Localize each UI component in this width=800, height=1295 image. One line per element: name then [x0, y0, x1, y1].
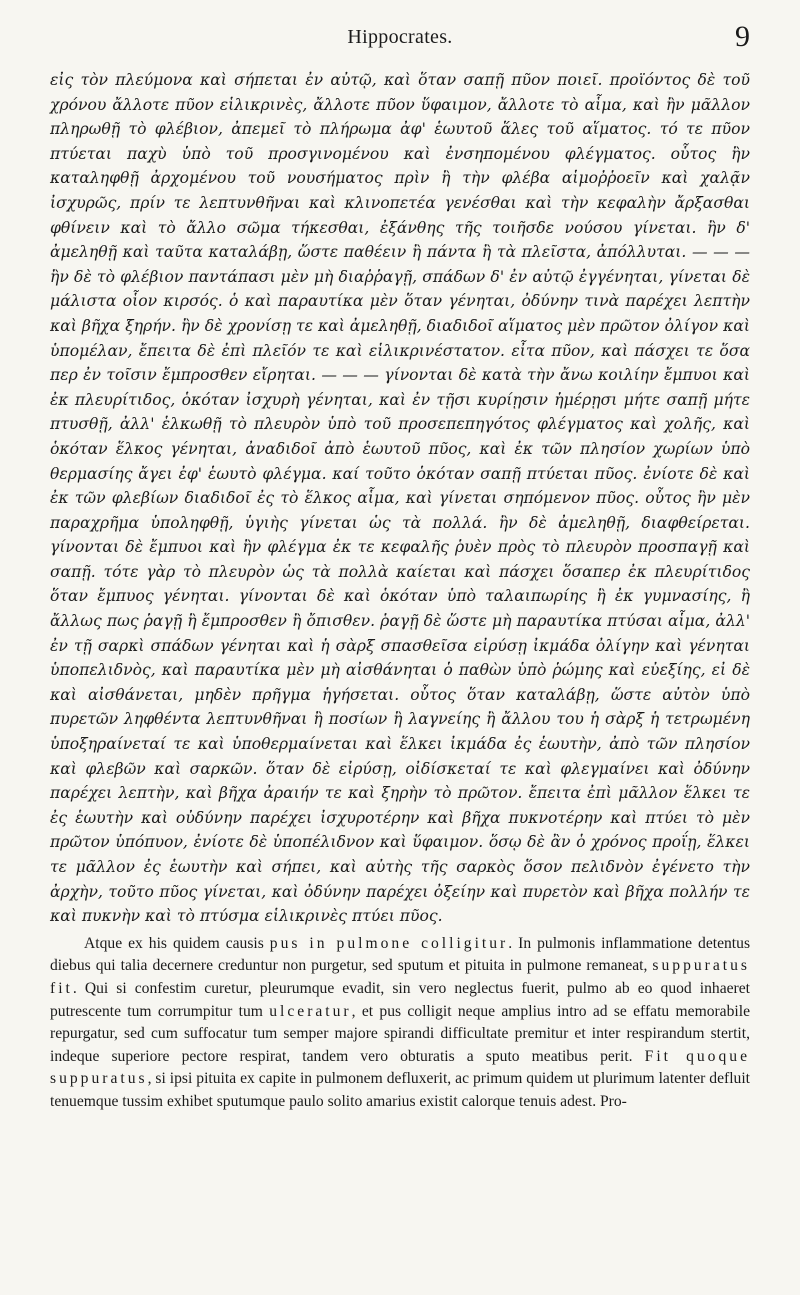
latin-emphasis: suppuratus fit: [50, 957, 750, 997]
latin-emphasis: Fit quoque suppuratus: [50, 1047, 750, 1088]
latin-segment: . Qui si confestim curetur, pleurumque evadit, sin vero neglectus fuerit, pulmo ab eo quod inhaeret putrescente tum corrumpitur tum: [50, 979, 750, 1020]
running-head: [50, 20, 750, 68]
latin-text: [50, 933, 750, 1114]
latin-segment: , si ipsi pituita ex capite in pulmonem defluxerit, ac primum quidem ut plurimum latenter defluit tenuemque tussim exhibet sputumque paulo solito amarius existit calorque tenuis adest. Pro-: [50, 1070, 750, 1110]
greek-text: εἰς τὸν πλεύμονα καὶ σήπεται ἐν αὐτῷ, καὶ ὅταν σαπῇ πῦον ποιεῖ. προϊόντος δὲ τοῦ χρόνου ἄλλοτε πῦον εἱλικρινὲς, ἄλλοτε πῦον ὕφαιμον, ἄλλοτε τὸ αἷμα, καὶ ἢν μᾶλλον πληρωθῇ τὸ φλέβιον, ἀπεμεῖ τὸ πλήρωμα ἀφ' ἑωυτοῦ ἅλες τοῦ αἵματος. τό τε πῦον πτύεται παχὺ ὑπὸ τοῦ προσγινομένου καὶ ἐνσηπομένου φλέγματος. οὗτος ἢν καταληφθῇ ἀρχομένου τοῦ νουσήματος πρὶν ἢ τὴν φλέβα αἱμοῤῥοεῖν καὶ χαλᾷν ἰσχυρῶς, πρίν τε λεπτυνθῆναι καὶ κλινοπετέα γενέσθαι καὶ τὴν κεφαλὴν ἄρξασθαι φθίνειν καὶ τὸ ἄλλο σῶμα τήκεσθαι, ἐξάνθης τῆς τοιῆσδε νούσου γίνεται. ἢν δ' ἀμεληθῇ καὶ ταῦτα καταλάβῃ, ὥστε παθέειν ἢ πάντα ἢ τὰ πλεῖστα, ἀπόλλυται. — — — ἢν δὲ τὸ φλέβιον παντάπασι μὲν μὴ διαῤῥαγῇ, σπάδων δ' ἐν αὐτῷ ἐγγένηται, γίνεται δὲ μάλιστα οἷον κιρσός. ὁ καὶ παραυτίκα μὲν ὅταν γένηται, ὀδύνην τινὰ παρέχει λεπτὴν καὶ βῆχα ξηρήν. ἢν δὲ χρονίσῃ τε καὶ ἀμεληθῇ, διαδιδοῖ αἵματος μὲν πρῶτον ὀλίγον καὶ ὑπομέλαν, ἔπειτα δὲ ἐπὶ πλεῖόν τε καὶ εἱλικρινέστατον. εἶτα πῦον, καὶ πάσχει τε ὅσα περ ἐν τοῖσιν ἔμπροσθεν εἴρηται. — — — γίνονται δὲ κατὰ τὴν ἄνω κοιλίην ἔμπυοι καὶ ἐκ πλευρίτιδος, ὁκόταν ἰσχυρὴ γένηται, καὶ ἐν τῇσι κυρίῃσιν ἡμέρῃσι μήτε σαπῇ μήτε πτυσθῇ, ἀλλ' ἑλκωθῇ τὸ πλευρὸν ὑπὸ τοῦ προσεπεπηγότος φλέγματος καὶ χολῆς, καὶ ὁκόταν ἕλκος γένηται, ἀναδιδοῖ ἀπὸ ἑωυτοῦ πῦος, καὶ ἐκ τῶν πλησίον χωρίων ὑπὸ θερμασίης ἄγει ἐφ' ἑωυτὸ φλέγμα. καί τοῦτο ὁκόταν σαπῇ πτύεται πῦος. ἐνίοτε δὲ καὶ ἐκ τῶν φλεβίων διαδιδοῖ ἐς τὸ ἕλκος αἷμα, καὶ γίνεται σηπόμενον πῦος. οὗτος ἢν μὲν παραχρῆμα ὑποληφθῇ, ὑγιὴς γίνεται ὡς τὰ πολλά. ἢν δὲ ἀμεληθῇ, διαφθείρεται. γίνονται δὲ ἔμπυοι καὶ ἢν φλέγμα ἐκ τε κεφαλῆς ῥυὲν πρὸς τὸ πλευρὸν προσπαγῇ καὶ σαπῇ. τότε γὰρ τὸ πλευρὸν ὡς τὰ πολλὰ καίεται καὶ πάσχει ὅσαπερ ἐκ πλευρίτιδος ὅταν ἔμπυος γένηται. γίνονται δὲ καὶ ὁκόταν ὑπὸ ταλαιπωρίης ἢ ἐκ γυμνασίης, ἢ ἄλλως πως ῥαγῇ ἢ ἔμπροσθεν ἢ ὄπισθεν. ῥαγῇ δὲ ὥστε μὴ παραυτίκα πτύσαι αἷμα, ἀλλ' ἐν τῇ σαρκὶ σπάδων γένηται καὶ ἡ σὰρξ σπασθεῖσα εἰρύσῃ ἰκμάδα ὀλίγην καὶ γένηται ὑποπελιδνὸς, καὶ παραυτίκα μὲν μὴ αἰσθάνηται ὁ παθὼν ὑπὸ ῥώμης καὶ εὐεξίης, εἰ δὲ καὶ αἰσθάνεται, μηδὲν πρῆγμα ἡγήσεται. οὗτος ὅταν καταλάβῃ, ὥστε αὐτὸν ὑπὸ πυρετῶν ληφθέντα λεπτυνθῆναι ἢ ποσίων ἢ λαγνείης ἢ ἄλλου του ἡ σὰρξ ἡ τετρωμένη ὑποξηραίνεταί τε καὶ ὑποθερμαίνεται καὶ ἕλκει ἰκμάδα ἐς ἑωυτὴν, ἀπὸ τῶν πλησίον καὶ φλεβῶν καὶ σαρκῶν. ὅταν δὲ εἰρύσῃ, οἰδίσκεταί τε καὶ φλεγμαίνει καὶ ὀδύνην παρέχει λεπτὴν, καὶ βῆχα ἀραιήν τε καὶ ξηρὴν τὸ πρῶτον. ἔπειτα ἐπὶ μᾶλλον ἕλκει τε ἐς ἑωυτὴν καὶ οὐδύνην παρέχει ἰσχυροτέρην καὶ βῆχα πυκνοτέρην καὶ πτύει τὸ μὲν πρῶτον ὑπόπυον, ἐνίοτε δὲ ὑποπέλιδνον καὶ ὕφαιμον. ὅσῳ δὲ ἂν ὁ χρόνος προΐῃ, ἕλκει τε μᾶλλον ἐς ἑωυτὴν καὶ σήπει, καὶ αὐτὴς τῆς σαρκὸς ὅσον πελιδνὸν ἐγένετο τὴν ἀρχὴν, τοῦτο πῦος γίνεται, καὶ ὀδύνην παρέχει ὀξείην καὶ πυρετὸν καὶ βῆχα πολλήν τε καὶ πυκνὴν καὶ τὸ πτύσμα εἱλικρινὲς πτύει πῦος.: [50, 71, 750, 926]
running-title: Hippocrates.: [347, 26, 453, 48]
latin-segment: , et pus colligit neque amplius intro ad se effatu memorabile repurgatur, sed cum suffocatur tum semper majore spirandi difficultate premitur et inter respirandum stertit, indeque superiore pectore respirat, tandem vero obturatis a sputo meatibus perit.: [50, 1002, 750, 1065]
latin-emphasis: ulceratur: [269, 1002, 352, 1020]
latin-emphasis: pus in pulmone colligitur: [269, 934, 509, 952]
latin-segment: Atque ex his quidem causis: [84, 934, 270, 952]
page-number: 9: [735, 20, 750, 53]
latin-segment: . In pulmonis inflammatione detentus diebus qui talia decernere creduntur non purgetur, sed sputum et pituita in pulmone remaneat,: [50, 934, 751, 975]
